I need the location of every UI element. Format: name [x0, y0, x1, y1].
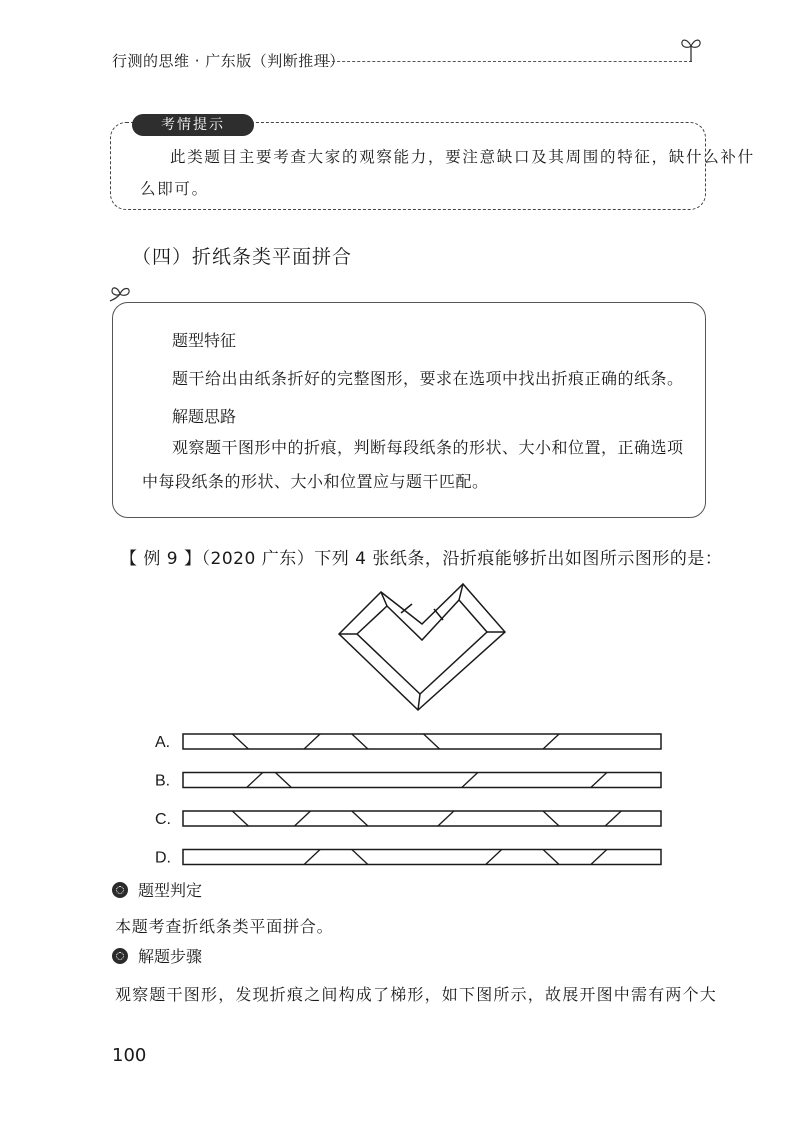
- crease-line: [438, 811, 454, 826]
- crease-line: [247, 773, 263, 788]
- option-label: B.: [155, 772, 171, 790]
- tip-label: 考情提示: [132, 114, 254, 136]
- solution-steps-text: 观察题干图形，发现折痕之间构成了梯形，如下图所示，故展开图中需有两个大: [115, 985, 718, 1004]
- paper-strip: [183, 811, 661, 826]
- crease-line: [591, 773, 607, 788]
- crease-line: [352, 850, 368, 865]
- heart-inner-outline: [357, 600, 487, 694]
- crease-line: [304, 850, 320, 865]
- tip-text-line: 么即可。: [140, 180, 209, 198]
- crease-line: [591, 850, 607, 865]
- folded-strip-figure: [0, 570, 800, 880]
- crease-line: [295, 811, 311, 826]
- heart-fold-line: [434, 609, 443, 620]
- option-label: A.: [155, 734, 171, 751]
- crease-line: [232, 811, 248, 826]
- option-label: D.: [155, 849, 171, 867]
- crease-line: [232, 734, 248, 749]
- crease-line: [543, 811, 559, 826]
- solution-steps-label: 解题步骤: [112, 944, 202, 967]
- page-number: 100: [112, 1045, 147, 1066]
- method-paragraph: 中每段纸条的形状、大小和位置应与题干匹配。: [142, 472, 489, 491]
- heart-figure: [339, 584, 505, 710]
- crease-line: [543, 850, 559, 865]
- sprout-icon: [678, 34, 704, 64]
- crease-line: [543, 734, 559, 749]
- crease-line: [352, 734, 368, 749]
- method-heading: 解题思路: [172, 407, 237, 426]
- method-paragraph: 题干给出由纸条折好的完整图形，要求在选项中找出折痕正确的纸条。: [172, 369, 684, 388]
- crease-line: [275, 773, 291, 788]
- bullet-icon: [112, 882, 128, 898]
- question-type-text: 本题考查折纸条类平面拼合。: [115, 917, 334, 936]
- bullet-icon: [112, 948, 128, 964]
- method-paragraph: 观察题干图形中的折痕，判断每段纸条的形状、大小和位置，正确选项: [172, 438, 684, 457]
- sprout-icon: [108, 281, 134, 303]
- section-heading: （四）折纸条类平面拼合: [132, 246, 353, 268]
- paper-strip: [183, 850, 661, 865]
- method-heading: 题型特征: [172, 331, 237, 350]
- tip-text-line: 此类题目主要考查大家的观察能力，要注意缺口及其周围的特征，缺什么补什: [170, 148, 755, 166]
- heart-outer-outline: [339, 584, 505, 710]
- crease-line: [304, 734, 320, 749]
- crease-line: [605, 811, 621, 826]
- crease-line: [424, 734, 440, 749]
- crease-line: [486, 850, 502, 865]
- question-type-label: 题型判定: [112, 878, 202, 901]
- paper-strip: [183, 734, 661, 749]
- example-question: 【 例 9 】（2020 广东）下列 4 张纸条，沿折痕能够折出如图所示图形的是：: [120, 549, 723, 569]
- crease-line: [462, 773, 478, 788]
- option-label: C.: [155, 811, 171, 828]
- header-rule: [322, 61, 692, 62]
- crease-line: [352, 811, 368, 826]
- running-header: 行测的思维 · 广东版（判断推理）: [112, 52, 345, 70]
